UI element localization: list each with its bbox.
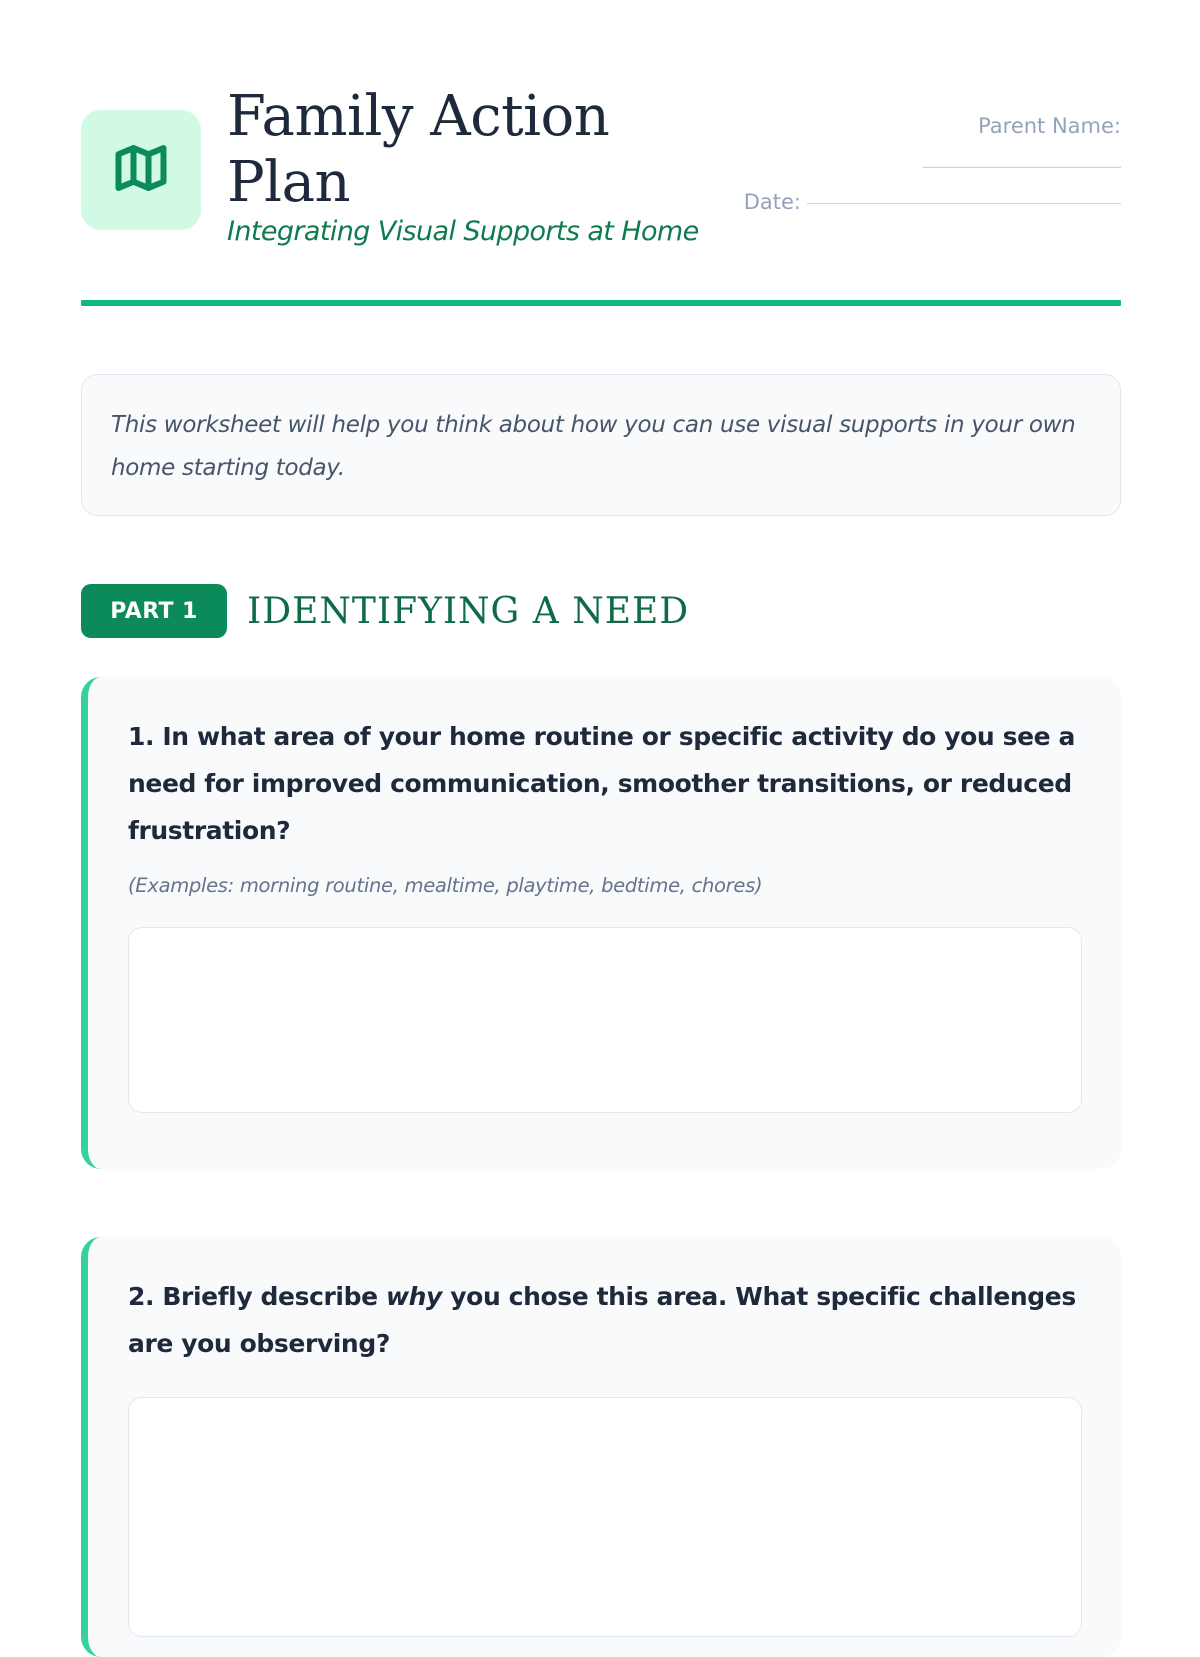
question-1-text: 1. In what area of your home routine or specific activity do you see a need for improved communication, smoother transitions, or reduced frustration?: [128, 722, 1076, 845]
meta-fields: [721, 114, 1121, 214]
parent-name-label: Parent Name:: [978, 114, 1121, 138]
question-2-answer-field[interactable]: [128, 1397, 1082, 1637]
page-subtitle: Integrating Visual Supports at Home: [227, 216, 699, 247]
worksheet-header: [81, 84, 1121, 306]
intro-text: This worksheet will help you think about how you can use visual supports in your own home starting today.: [111, 412, 1076, 481]
question-1-hint: (Examples: morning routine, mealtime, playtime, bedtime, chores): [128, 874, 763, 897]
parent-name-field[interactable]: ______________________: [923, 148, 1121, 169]
part-heading: [81, 584, 689, 638]
question-2-text: [128, 1273, 1083, 1367]
page-title: Family Action Plan: [227, 84, 610, 215]
question-card-1: [81, 677, 1121, 1169]
map-icon: [111, 138, 171, 202]
question-2-text-before: 2. Briefly describe: [128, 1282, 386, 1311]
intro-box: [81, 374, 1121, 516]
date-field-row: [721, 190, 1121, 214]
part-title: IDENTIFYING A NEED: [247, 590, 690, 632]
question-2-text-after: you chose this area. What specific challenges are you observing?: [128, 1282, 1076, 1358]
question-1-answer-field[interactable]: [128, 927, 1082, 1113]
header-divider: [81, 300, 1121, 306]
part-badge: PART 1: [81, 584, 227, 638]
date-field[interactable]: [807, 202, 1121, 204]
question-2-emphasis: why: [385, 1282, 442, 1311]
logo-badge: [81, 110, 201, 230]
question-card-2: [81, 1237, 1121, 1657]
title-block: [227, 84, 747, 247]
date-label: Date:: [743, 190, 801, 214]
